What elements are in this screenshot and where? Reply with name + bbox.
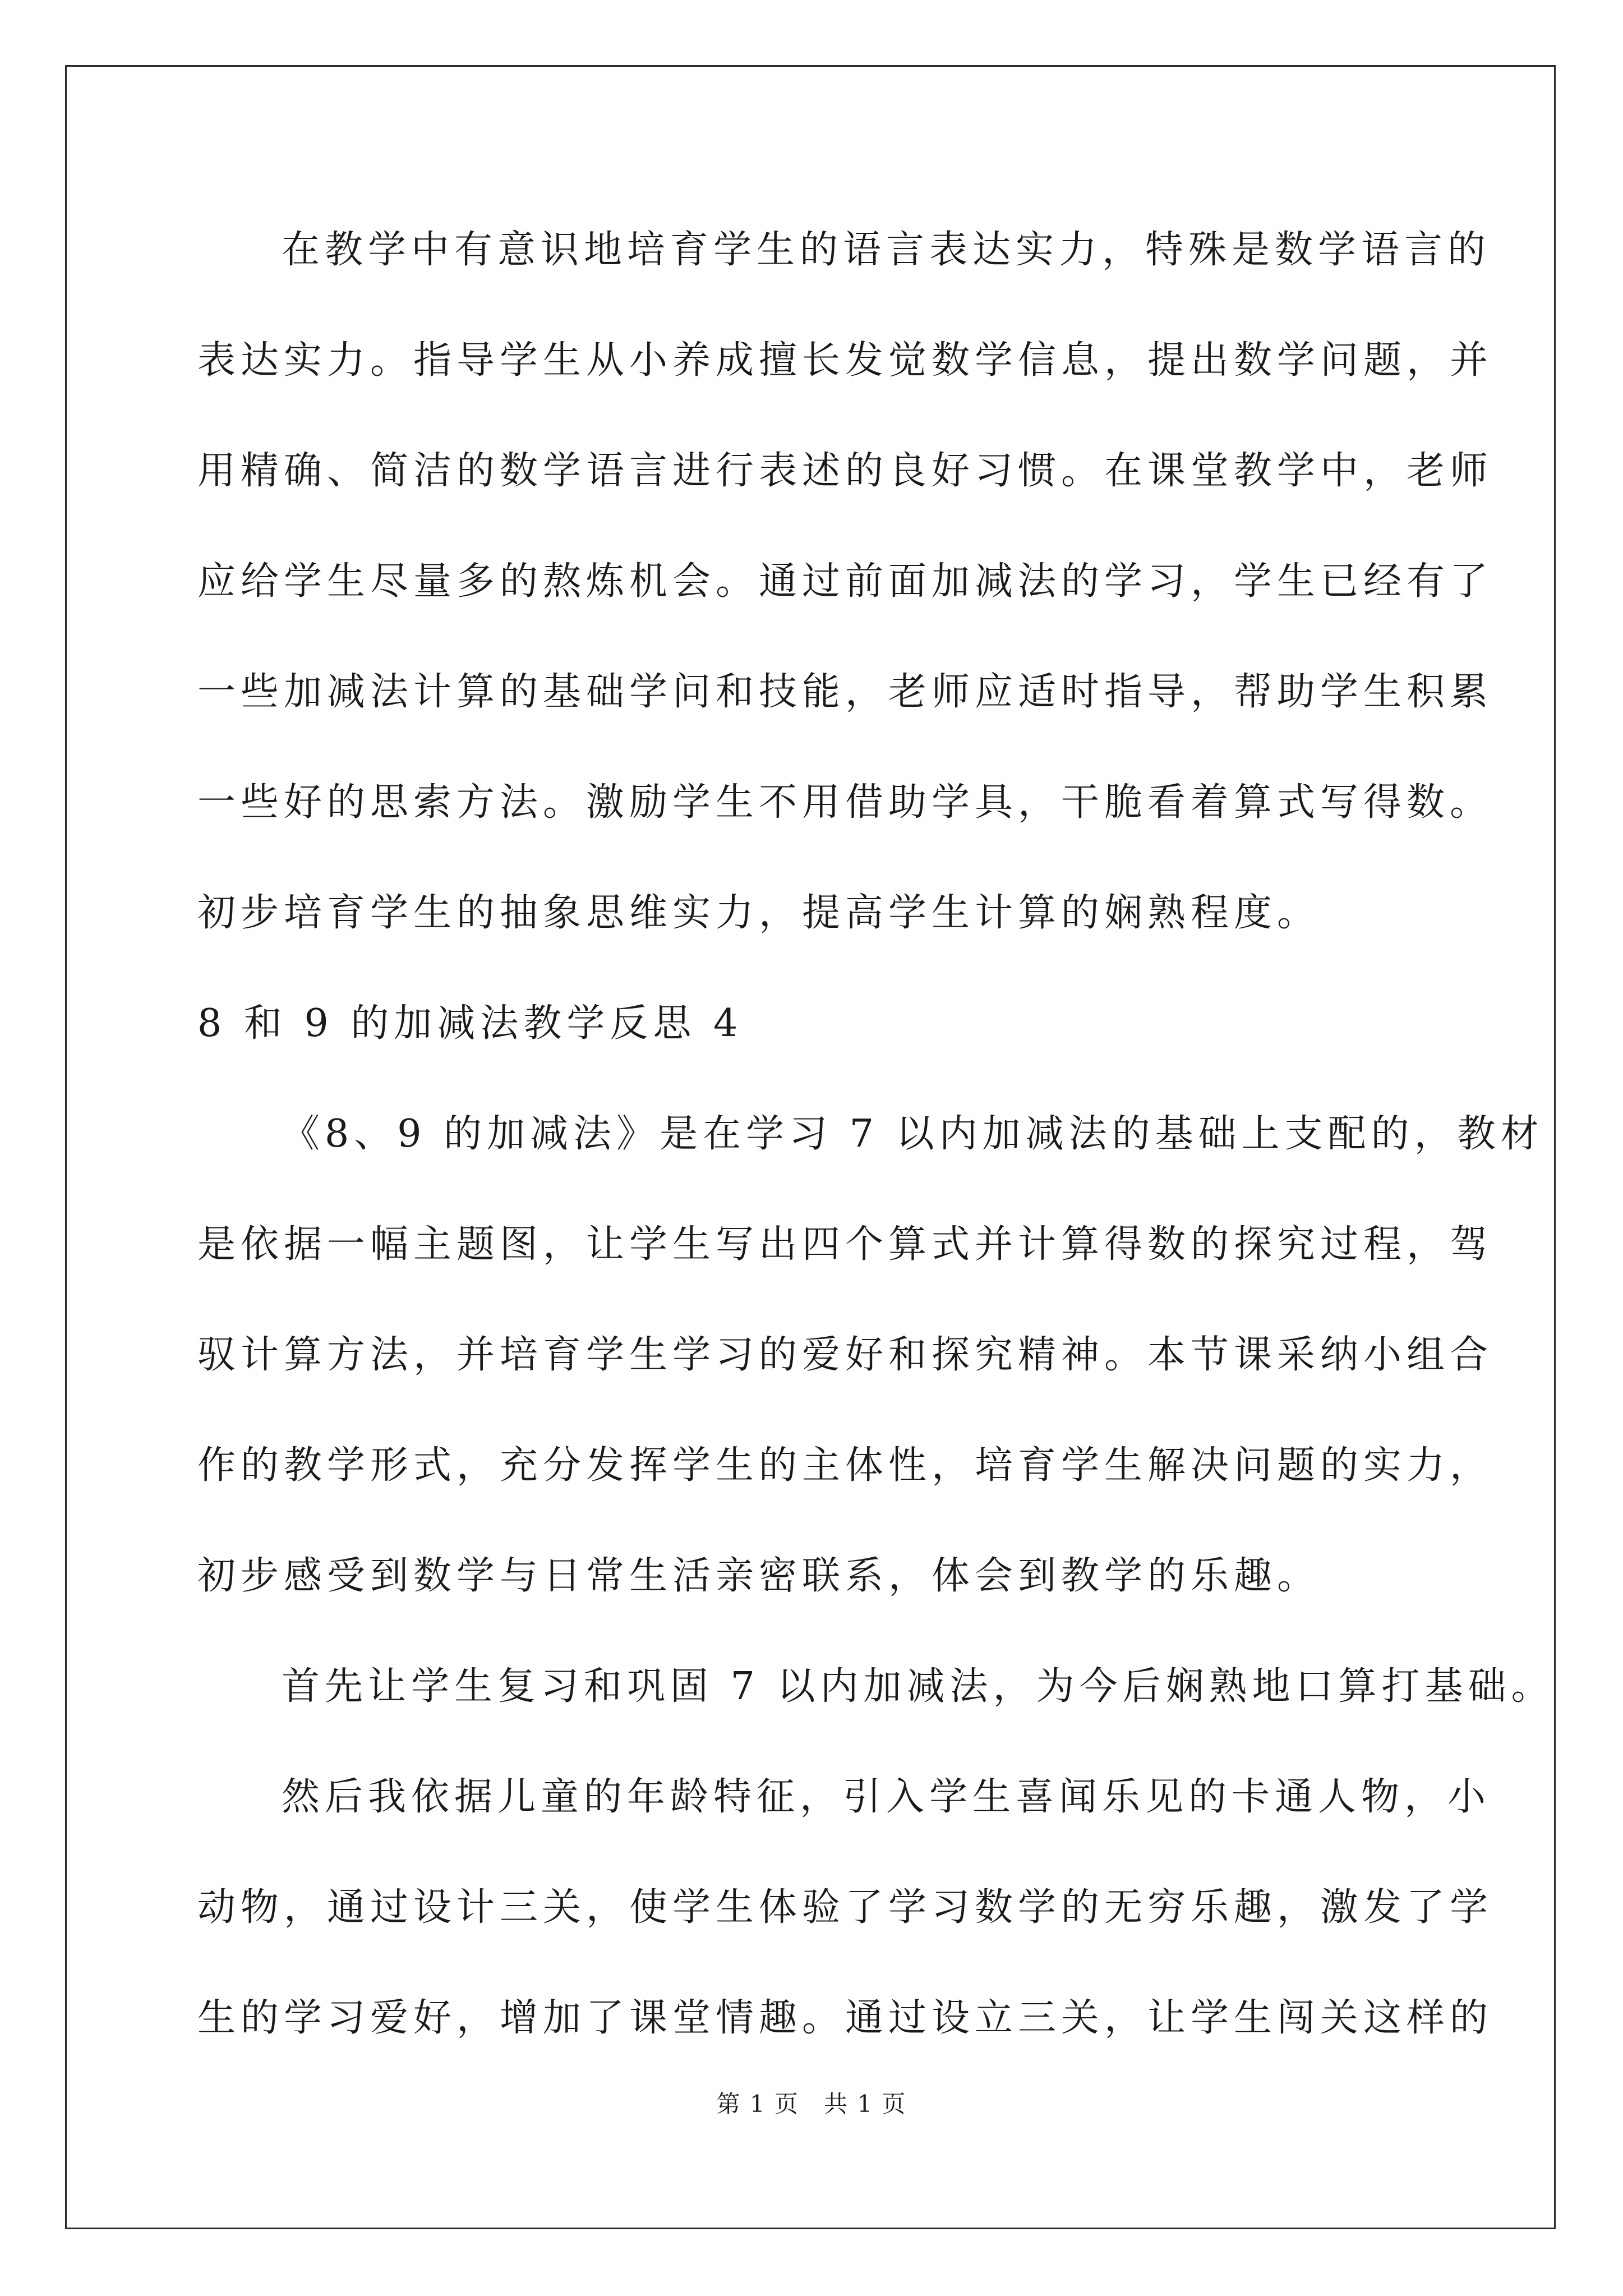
paragraph-line: 初步培育学生的抽象思维实力，提高学生计算的娴熟程度。 <box>197 891 1321 935</box>
paragraph-line: 是依据一幅主题图，让学生写出四个算式并计算得数的探究过程，驾 <box>197 1222 1493 1267</box>
section-heading: 8 和 9 的加减法教学反思 4 <box>197 1001 743 1046</box>
paragraph-line: 一些加减法计算的基础学问和技能，老师应适时指导，帮助学生积累 <box>197 670 1493 714</box>
paragraph-line: 《8、9 的加减法》是在学习 7 以内加减法的基础上支配的，教材 <box>282 1112 1544 1156</box>
paragraph-line: 作的教学形式，充分发挥学生的主体性，培育学生解决问题的实力， <box>197 1443 1493 1488</box>
paragraph-line: 在教学中有意识地培育学生的语言表达实力，特殊是数学语言的 <box>282 228 1491 272</box>
paragraph-line: 生的学习爱好，增加了课堂情趣。通过设立三关，让学生闯关这样的 <box>197 1996 1493 2040</box>
page-number-footer: 第 1 页 共 1 页 <box>716 2090 907 2118</box>
paragraph-line: 然后我依据儿童的年龄特征，引入学生喜闻乐见的卡通人物，小 <box>282 1775 1491 1819</box>
paragraph-line: 表达实力。指导学生从小养成擅长发觉数学信息，提出数学问题，并 <box>197 338 1493 383</box>
paragraph-line: 应给学生尽量多的熬炼机会。通过前面加减法的学习，学生已经有了 <box>197 559 1493 604</box>
paragraph-line: 驭计算方法，并培育学生学习的爱好和探究精神。本节课采纳小组合 <box>197 1333 1493 1377</box>
paragraph-line: 动物，通过设计三关，使学生体验了学习数学的无穷乐趣，激发了学 <box>197 1885 1493 1930</box>
paragraph-line: 首先让学生复习和巩固 7 以内加减法，为今后娴熟地口算打基础。 <box>282 1664 1555 1709</box>
paragraph-line: 一些好的思索方法。激励学生不用借助学具，干脆看着算式写得数。 <box>197 780 1493 825</box>
paragraph-line: 初步感受到数学与日常生活亲密联系，体会到教学的乐趣。 <box>197 1554 1321 1598</box>
document-body <box>197 217 1555 2095</box>
paragraph-line: 用精确、简洁的数学语言进行表述的良好习惯。在课堂教学中，老师 <box>197 449 1493 493</box>
